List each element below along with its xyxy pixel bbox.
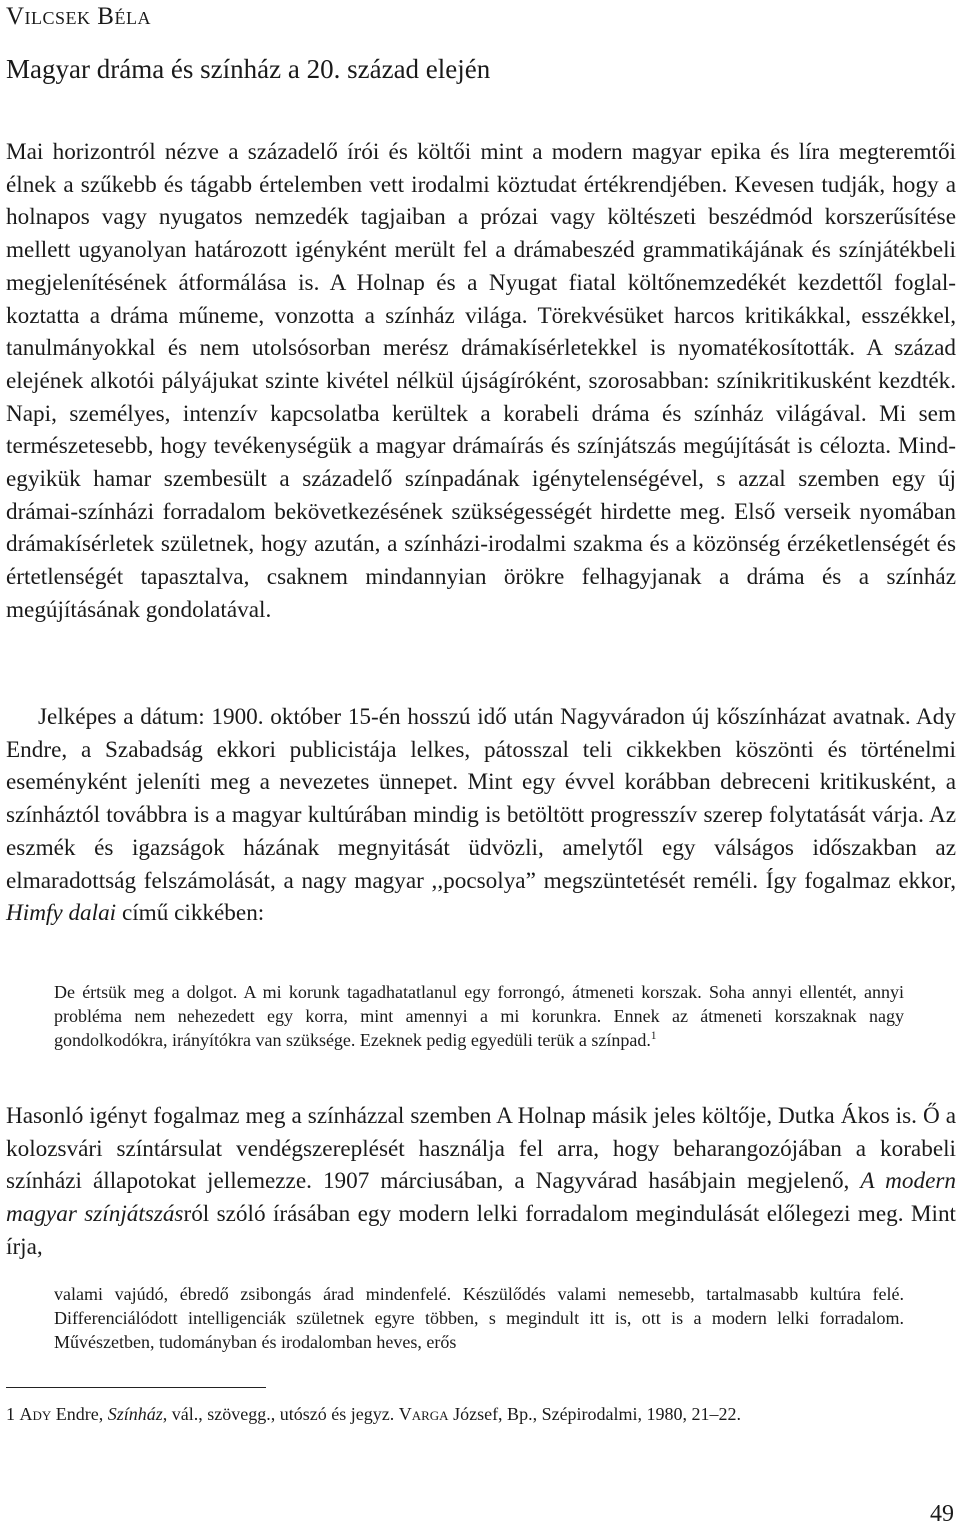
footnote-mark: 1 [6,1404,15,1424]
footnote-divider [6,1387,266,1388]
block-quote-2: valami vajúdó, ébredő zsibongás árad mindenfelé. Készülődés valami nemesebb, tartalmasabb kultúra felé. Differenciálódott intelligenciák születnek egyre többen, s megindult itt is, ott is a modern lelki forradalom. Művészetben, tudományban és irodalomban heves, erős [54,1284,904,1352]
paragraph-2-tail: című cikkében: [116,900,265,927]
footnote-first-name: Endre, [55,1404,108,1424]
page-number: 49 [930,1501,954,1527]
footnote-author: Ady [19,1404,52,1424]
paragraph-2-text [6,701,956,930]
footnote-details: , vál., szövegg., utószó és jegyz. [162,1404,399,1424]
author-name: Vilcsek Béla [6,3,151,30]
paragraph-3-italic-title: A modern magyar színjátszás [6,1168,956,1228]
body-paragraph-2 [6,701,956,930]
paragraph-3-tail: ról szóló írásában egy modern lelki forradalom megindulását előlegezi meg. Mint írja, [6,1201,956,1260]
chapter-title: Magyar dráma és színház a 20. század elején [6,54,491,84]
paragraph-2-lead: Jelképes a dátum: 1900. október 15-én hosszú idő után Nagyváradon új kőszínházat avatnak. Ady Endre, a Szabadság ekkori publicistája lelkes, pátosszal teli cikkekben köszönti és történelmi eseményként jeleníti meg a nevezetes ünnepet. Mint egy évvel korábban debreceni kritikusként, a színháztól továbbra is a magyar kultúrában mindig is betöltött progresszív szerep folytatását várja. Az eszmék és igazságok házának megnyitását üdvözli, amelytől egy válságos időszakban az elmaradottság felszámolását, a nagy magyar ,,pocsolya” megszüntetését reméli. Így fogalmaz ekkor, [6,704,956,894]
footnote-work-title: Színház [107,1404,163,1424]
footnote-reference[interactable]: 1 [650,1030,657,1042]
paragraph-3-lead: Hasonló igényt fogalmaz meg a színházzal szemben A Holnap másik jeles költője, Dutka Ákos is. Ő a kolozsvári színtársulat vendégszereplését használja fel arra, hogy beharangozójában a korabeli színházi állapotokat jellemezze. 1907 márciusában, a Nagyvárad hasábjain megjelenő, [6,1103,956,1195]
footnote [6,1402,741,1426]
block-quote-1 [54,980,904,1052]
body-paragraph-3 [6,1100,956,1264]
block-quote-1-text: De értsük meg a dolgot. A mi korunk tagadhatatlanul egy forrongó, átmeneti korszak. Soha annyi ellentét, annyi probléma nem nehezedett egy korra, mint amennyi a mi korunkra. Ennek az átmeneti korszaknak nagy gondolkodókra, irányítókra van szüksége. Ezeknek pedig egyedüli terük a színpad. [54,982,904,1050]
footnote-editor: Varga [398,1404,449,1424]
footnote-rest: József, Bp., Szépirodalmi, 1980, 21–22. [448,1404,742,1424]
paragraph-2-italic-title: Himfy dalai [6,900,117,927]
body-paragraph-1: Mai horizontról nézve a századelő írói és költői mint a modern magyar epika és líra megteremtői élnek a szűkebb és tágabb értelemben vett irodalmi köztudat értékrendjében. Kevesen tudják, hogy a holnapos vagy nyugatos nemzedék tagjaiban a prózai vagy költészeti beszédmód korszerűsítése mellett ugyanolyan határozott igényként merült fel a drámabeszéd grammatikájának és színjátékbeli megjelenítésének átformálása is. A Holnap és a Nyugat fiatal költőnemzedékét kezdettől foglalkoztatta a dráma műneme, vonzotta a színház világa. Törekvésüket harcos kritikákkal, esszékkel, tanulmányokkal és nem utolsósorban merész drámakísérletekkel is nyomatékosították. A század elejének alkotói pályájukat szinte kivétel nélkül újságíróként, szorosabban: színikritikusként kezdték. Napi, személyes, intenzív kapcsolatba kerültek a korabeli dráma és színház világával. Mi sem természetesebb, hogy tevékenységük a magyar drámaírás és színjátszás megújítását is célozta. Mindegyikük hamar szembesült a századelő színpadának igénytelenségével, s azzal szemben egy új drámai-színházi forradalom bekövetkezésének szükségességét hirdette meg. Első verseik nyomában drámakísérletek születnek, hogy azután, a színházi-irodalmi szakma és a közönség érzéketlenségét és értetlenségét tapasztalva, csaknem mindannyian örökre felhagyjanak a dráma és a színház megújításának gondolatával. [6,139,956,623]
